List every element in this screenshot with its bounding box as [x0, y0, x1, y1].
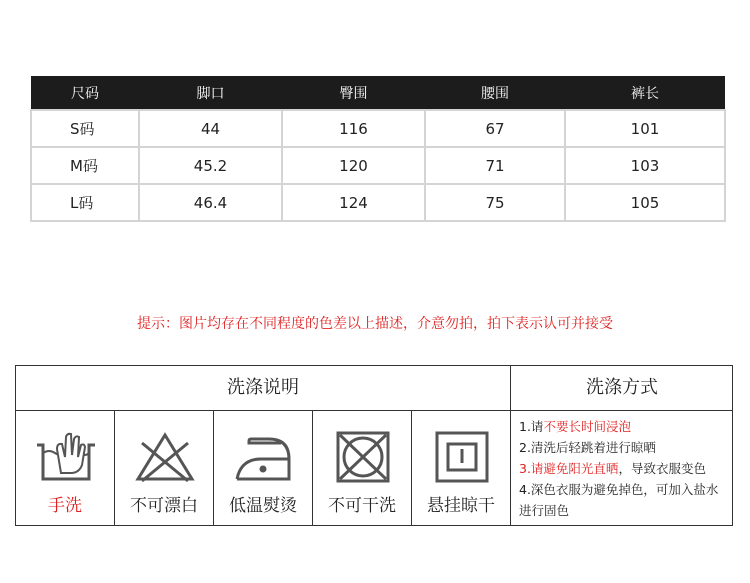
care-label: 不可漂白 [130, 496, 198, 516]
header-hip: 臀围 [282, 76, 425, 110]
method-warning: 3.请避免阳光直晒 [519, 461, 619, 476]
hem-cell: 46.4 [139, 184, 282, 221]
hip-cell: 120 [282, 147, 425, 184]
table-row [31, 147, 725, 184]
header-waist: 腰围 [425, 76, 565, 110]
care-item-no-dry-clean [313, 411, 411, 525]
wash-method-item [519, 458, 729, 479]
table-row [31, 184, 725, 221]
wash-method-item: 4.深色衣服为避免掉色，可加入盐水进行固色 [519, 482, 719, 518]
care-item-hand-wash [16, 411, 114, 525]
care-item-low-iron [214, 411, 312, 525]
wash-method-item [519, 416, 729, 437]
no-dry-clean-icon [332, 429, 394, 485]
color-difference-notice: 提示：图片均存在不同程度的色差以上描述，介意勿拍，拍下表示认可并接受 [137, 316, 613, 332]
hem-cell: 44 [139, 110, 282, 147]
waist-cell: 75 [425, 184, 565, 221]
hang-dry-icon [431, 429, 493, 485]
length-cell: 105 [565, 184, 725, 221]
length-cell: 103 [565, 147, 725, 184]
hip-cell: 124 [282, 184, 425, 221]
low-iron-icon [233, 429, 295, 485]
hem-cell: 45.2 [139, 147, 282, 184]
care-label: 不可干洗 [328, 496, 396, 516]
size-cell: L码 [31, 184, 139, 221]
header-length: 裤长 [565, 76, 725, 110]
method-text: ，导致衣服变色 [618, 461, 706, 476]
divider [510, 366, 511, 525]
care-item-no-bleach [115, 411, 213, 525]
waist-cell: 67 [425, 110, 565, 147]
length-cell: 101 [565, 110, 725, 147]
care-label: 低温熨烫 [229, 496, 297, 516]
hand-wash-icon [35, 429, 97, 485]
wash-method-item: 2.清洗后轻跳着进行晾晒 [519, 440, 656, 455]
wash-method-list [519, 416, 729, 521]
method-text: 1.请 [519, 419, 544, 434]
waist-cell: 71 [425, 147, 565, 184]
size-table-header [31, 76, 725, 110]
wash-care-box [15, 365, 733, 526]
table-row [31, 110, 725, 147]
header-size: 尺码 [31, 76, 139, 110]
care-label: 手洗 [48, 496, 82, 516]
care-label: 悬挂晾干 [427, 496, 495, 516]
size-cell: S码 [31, 110, 139, 147]
hip-cell: 116 [282, 110, 425, 147]
no-bleach-icon [134, 429, 196, 485]
wash-method-title: 洗涤方式 [586, 377, 658, 398]
size-cell: M码 [31, 147, 139, 184]
care-item-hang-dry [412, 411, 510, 525]
method-warning: 不要长时间浸泡 [543, 419, 631, 434]
wash-instructions-title: 洗涤说明 [227, 377, 299, 398]
header-hem: 脚口 [139, 76, 282, 110]
size-table [30, 76, 726, 222]
